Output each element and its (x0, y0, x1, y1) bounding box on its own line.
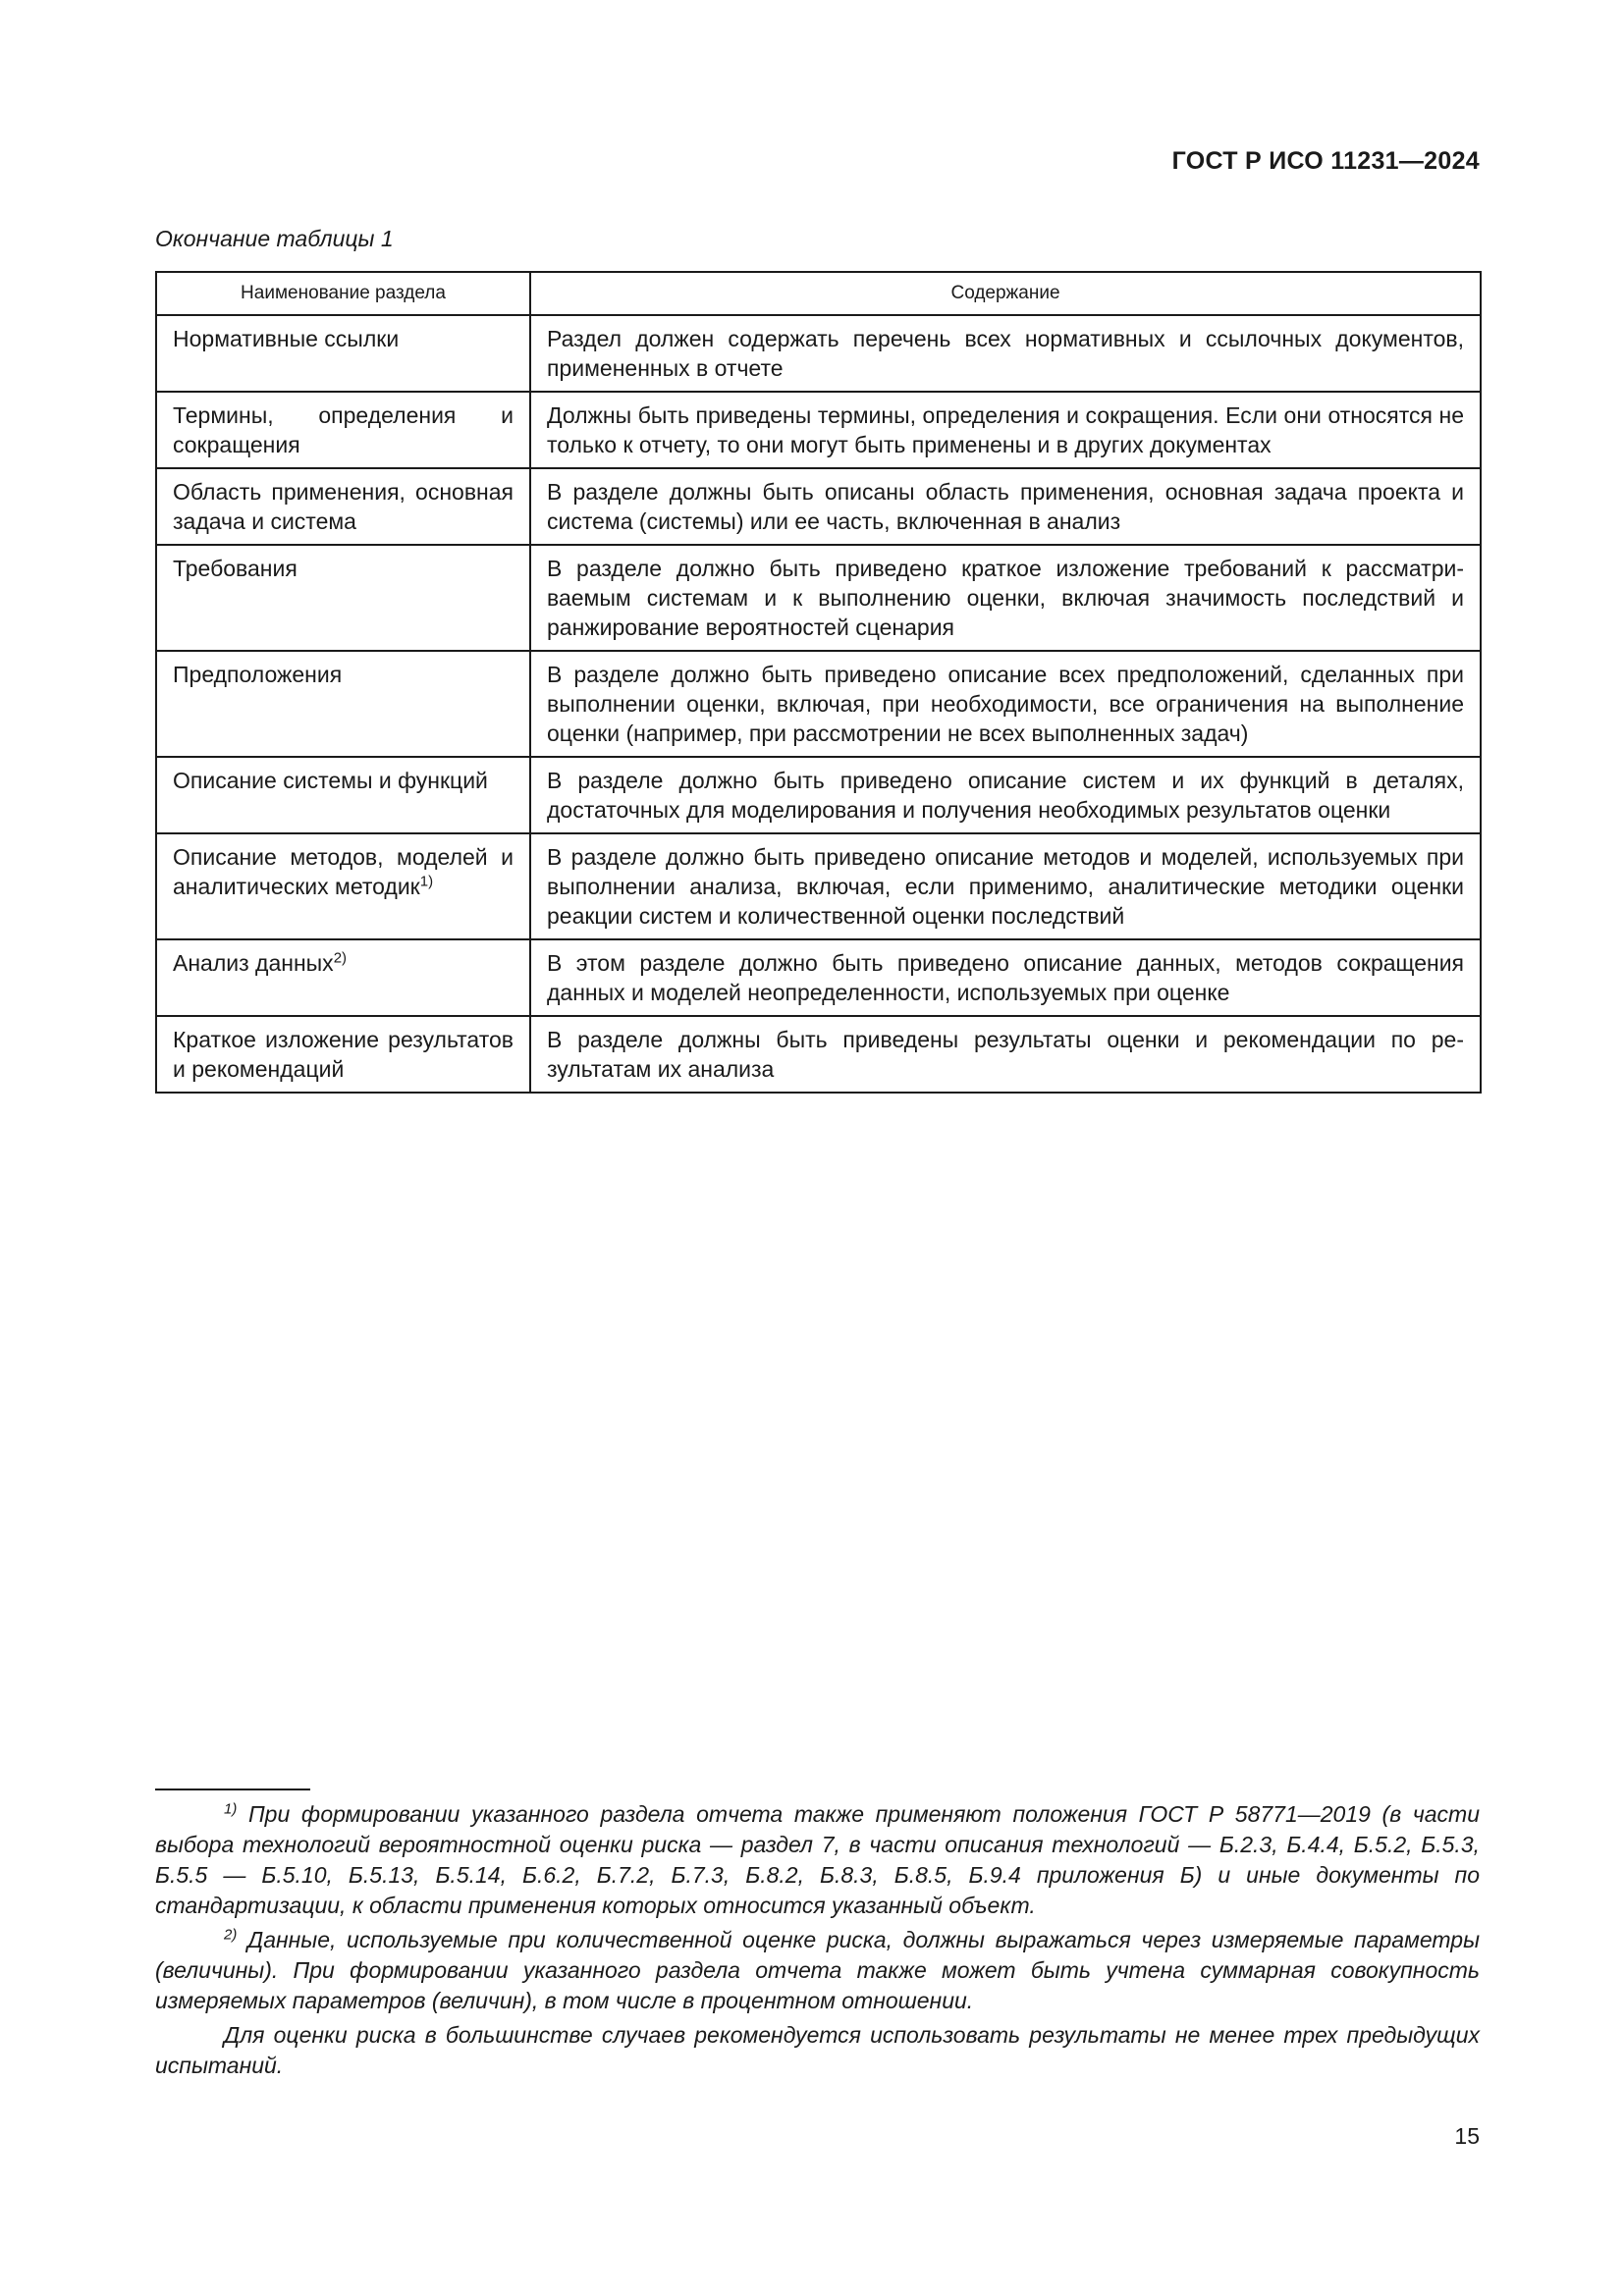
section-name: Нормативные ссылки (173, 326, 400, 351)
section-name-cell (156, 651, 530, 757)
section-content-cell: В разделе должны быть приведены результаты оценки и рекомендации по результатам их анализа (530, 1016, 1481, 1093)
footnote-text: Данные, используемые при количественной оценке риска, должны выражаться через измеряемые параметры (величины). При формировании указанного раздела отчета также может быть учтена суммарная совокупность измеряемых параметров (величин), в том числе в процентном отношении. (155, 1927, 1481, 2013)
section-name: Описание системы и функций (173, 768, 488, 793)
section-name-cell (156, 833, 530, 939)
table-row (156, 545, 1481, 651)
footnote-text: При формировании указанного раздела отчета также применяют положения ГОСТ Р 58771—2019 (в части выбора технологий вероятностной оценки риска — раздел 7, в части описания технологий — Б.2.3, Б.4.4, Б.5.2, Б.5.3, Б.5.5 — Б.5.10, Б.5.13, Б.5.14, Б.6.2, Б.7.2, Б.7.3, Б.8.2, Б.8.3, Б.8.5, Б.9.4 приложения Б) и иные документы по стандартизации, к области применения которых относится указанный объект. (155, 1801, 1480, 1918)
footnote-marker: 1) (224, 1800, 238, 1818)
table-row (156, 651, 1481, 757)
page-number: 15 (1454, 2123, 1480, 2149)
column-header-content: Содержание (530, 272, 1481, 315)
section-name-cell (156, 315, 530, 392)
table-row (156, 833, 1481, 939)
table-row (156, 939, 1481, 1016)
table-row (156, 1016, 1481, 1093)
footnote (155, 1799, 1480, 1921)
section-name-cell (156, 1016, 530, 1093)
footnote-continuation (155, 2020, 1480, 2081)
section-name: Область применения, основная задача и система (173, 479, 514, 534)
footnote-text: Для оценки риска в большинстве случаев рекомендуется использовать результаты не менее трех предыдущих испытаний. (155, 2022, 1480, 2078)
section-content-cell: Должны быть приведены термины, определения и сокращения. Если они относятся не только к отчету, то они могут быть применены и в других документах (530, 392, 1481, 468)
column-header-section-name: Наименование раздела (156, 272, 530, 315)
table-row (156, 315, 1481, 392)
table-row (156, 757, 1481, 833)
table-row (156, 468, 1481, 545)
section-content-cell: В разделе должны быть описаны область применения, основная задача проекта и система (системы) или ее часть, включенная в анализ (530, 468, 1481, 545)
section-content-cell: В разделе должно быть приведено описание систем и их функций в деталях, достаточных для моделирования и получения необходимых результатов оценки (530, 757, 1481, 833)
section-content-cell: В разделе должно быть приведено краткое изложение требований к рассматриваемым системам и к выполнению оценки, включая значимость последствий и ранжирование вероятностей сценария (530, 545, 1481, 651)
section-name: Предположения (173, 662, 343, 687)
table-row (156, 392, 1481, 468)
table-header-row (156, 272, 1481, 315)
footnote-ref: 2) (333, 949, 348, 967)
footnote-marker: 2) (224, 1926, 238, 1944)
section-name-cell (156, 939, 530, 1016)
footnotes (155, 1799, 1480, 2085)
section-name: Краткое изложение результатов и рекомендаций (173, 1027, 514, 1082)
footnote-ref: 1) (419, 873, 434, 890)
section-name: Описание методов, моделей и аналитических методик (173, 844, 514, 899)
section-content-cell: В разделе должно быть приведено описание методов и моделей, используемых при выполнении анализа, включая, если применимо, аналитические методики оценки реакции систем и количественной оценки последствий (530, 833, 1481, 939)
section-content-cell: В этом разделе должно быть приведено описание данных, методов сокращения данных и моделей неопределенности, используемых при оценке (530, 939, 1481, 1016)
table-caption: Окончание таблицы 1 (155, 226, 394, 251)
section-name-cell (156, 757, 530, 833)
section-name: Термины, определения и сокращения (173, 402, 514, 457)
report-sections-table (155, 271, 1482, 1094)
footnote-divider (155, 1789, 310, 1790)
section-name-cell (156, 468, 530, 545)
footnote (155, 1925, 1480, 2016)
section-content-cell: Раздел должен содержать перечень всех нормативных и ссылочных документов, примененных в отчете (530, 315, 1481, 392)
document-code: ГОСТ Р ИСО 11231—2024 (1171, 147, 1480, 175)
section-name: Анализ данных (173, 950, 334, 976)
section-name-cell (156, 545, 530, 651)
section-name: Требования (173, 556, 298, 581)
section-content-cell: В разделе должно быть приведено описание всех предположений, сделанных при выполнении оценки, включая, при необходимости, все ограничения на выполнение оценки (например, при рассмотрении не всех выполненных задач) (530, 651, 1481, 757)
section-name-cell (156, 392, 530, 468)
